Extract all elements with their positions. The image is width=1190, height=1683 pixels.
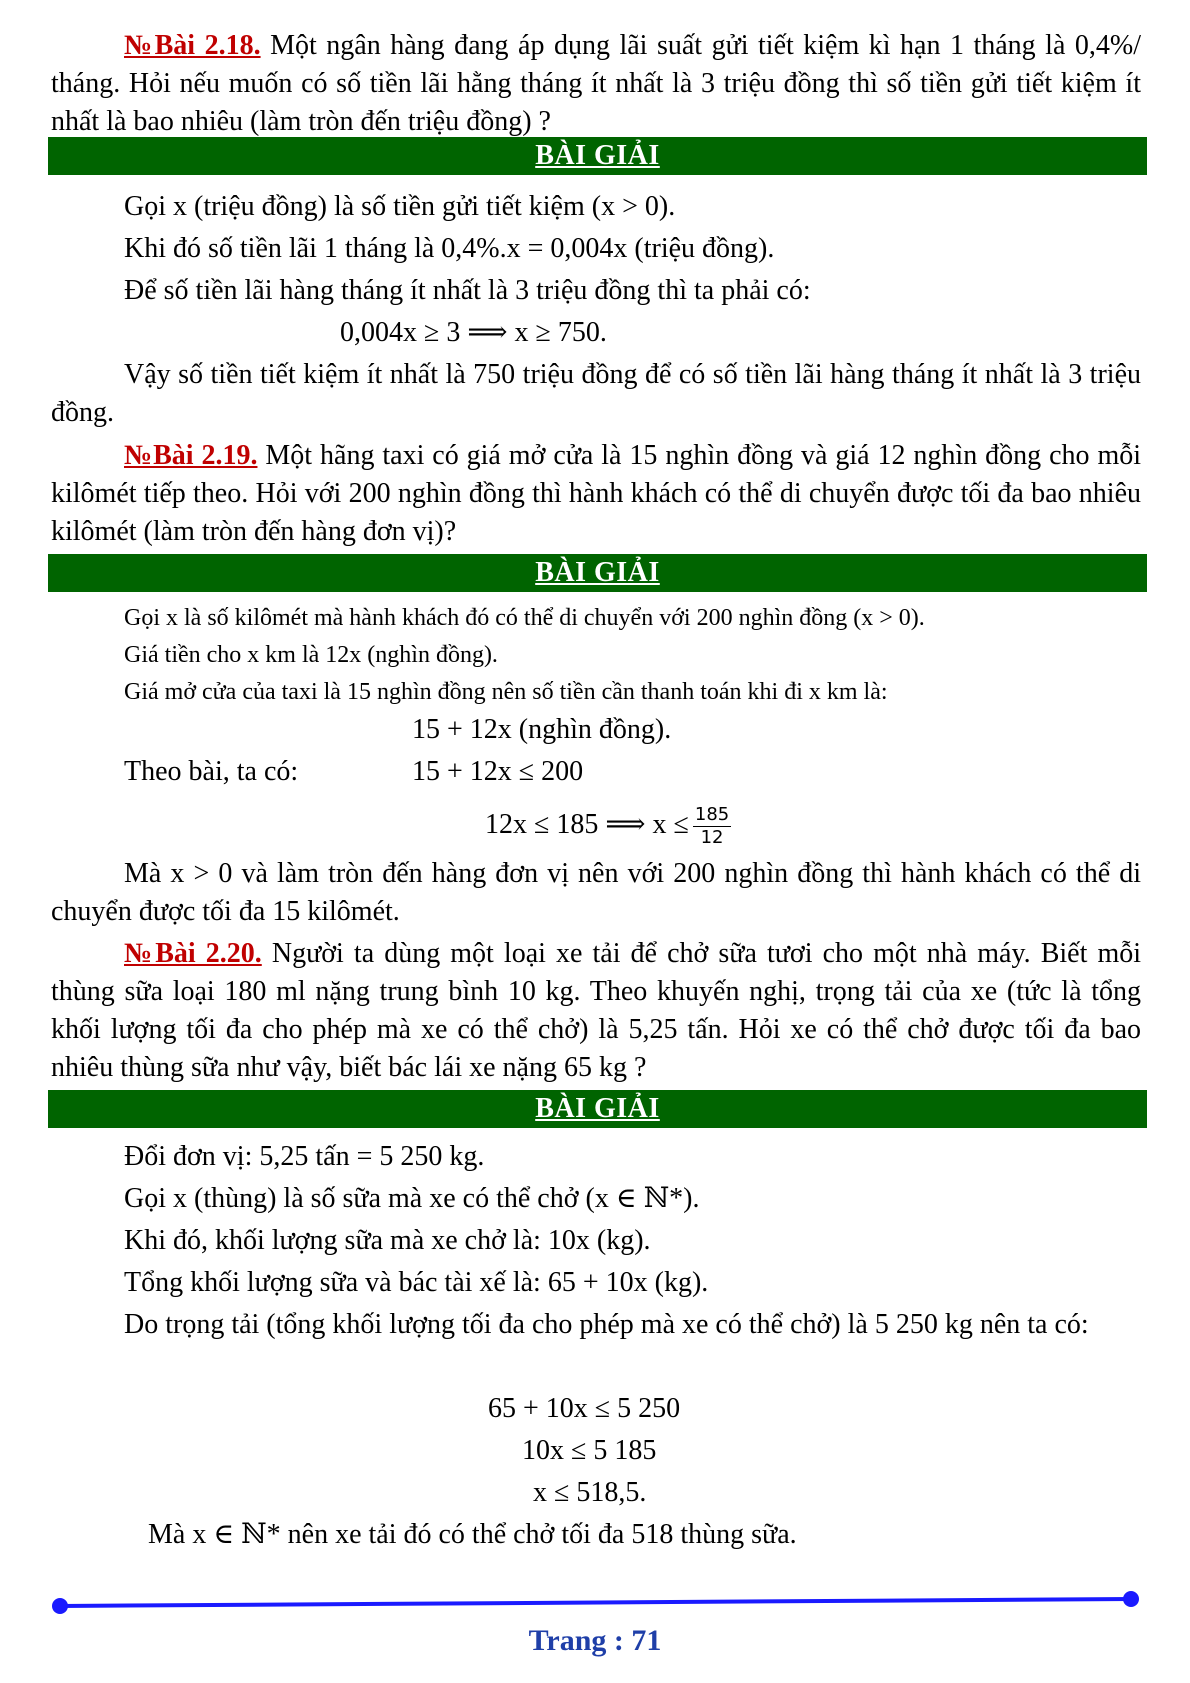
solution-line: Khi đó số tiền lãi 1 tháng là 0,4%.x = 0,004x (triệu đồng). [124, 233, 775, 264]
solution-line: Gọi x (thùng) là số sữa mà xe có thể chở (x ∈ ℕ*). [124, 1183, 700, 1214]
solution-title: BÀI GIẢI [535, 1093, 660, 1124]
solution-conclusion: Mà x ∈ ℕ* nên xe tải đó có thể chở tối đa 518 thùng sữa. [148, 1519, 797, 1550]
solution-line: Khi đó, khối lượng sữa mà xe chở là: 10x (kg). [124, 1225, 651, 1256]
inequality-text: 12x ≤ 185 ⟹ x ≤ [485, 808, 689, 840]
solution-line: Để số tiền lãi hàng tháng ít nhất là 3 triệu đồng thì ta phải có: [124, 275, 811, 306]
problem-text-2-19: Một hãng taxi có giá mở cửa là 15 nghìn đồng và giá 12 nghìn đồng cho mỗi kilômét tiếp theo. Hỏi với 200 nghìn đồng thì hành khách có thể di chuyển được tối đa bao nhiêu kilômét (làm tròn đến hàng đơn vị)? [51, 440, 1142, 547]
solution-conclusion: Vậy số tiền tiết kiệm ít nhất là 750 triệu đồng để có số tiền lãi hàng tháng ít nhất là 3 triệu đồng. [51, 359, 1141, 428]
solution-line: Theo bài, ta có: [124, 756, 299, 787]
math-expression: 65 + 10x ≤ 5 250 [488, 1393, 681, 1424]
problem-label-2-19: №Bài 2.19. [124, 440, 258, 471]
footer-rule [60, 1599, 1131, 1606]
math-expression: 15 + 12x ≤ 200 [412, 756, 584, 787]
math-expression: 10x ≤ 5 185 [522, 1435, 657, 1466]
math-expression: x ≤ 518,5. [533, 1477, 647, 1508]
footer-dot-right [1123, 1591, 1139, 1607]
fraction-numerator: 185 [694, 804, 730, 825]
solution-title: BÀI GIẢI [535, 557, 660, 588]
solution-conclusion: Mà x > 0 và làm tròn đến hàng đơn vị nên với 200 nghìn đồng thì hành khách có thể di chuyển được tối đa 15 kilômét. [51, 858, 1141, 927]
solution-line: Do trọng tải (tổng khối lượng tối đa cho phép mà xe có thể chở) là 5 250 kg nên ta có: [124, 1309, 1089, 1340]
problem-text-2-18: Một ngân hàng đang áp dụng lãi suất gửi tiết kiệm kì hạn 1 tháng là 0,4%/ tháng. Hỏi nếu muốn có số tiền lãi hằng tháng ít nhất là 3 triệu đồng thì số tiền gửi tiết kiệm ít nhất là bao nhiêu (làm tròn đến triệu đồng) ? [51, 30, 1141, 137]
fraction-denominator: 12 [700, 827, 724, 848]
solution-title: BÀI GIẢI [535, 140, 660, 171]
math-expression: 0,004x ≥ 3 ⟹ x ≥ 750. [340, 317, 607, 348]
page-number: Trang : 71 [528, 1624, 662, 1657]
solution-line: Giá mở cửa của taxi là 15 nghìn đồng nên số tiền cần thanh toán khi đi x km là: [124, 679, 888, 705]
solution-line: Đổi đơn vị: 5,25 tấn = 5 250 kg. [124, 1141, 485, 1172]
solution-line: Giá tiền cho x km là 12x (nghìn đồng). [124, 642, 498, 668]
math-expression: 15 + 12x (nghìn đồng). [412, 714, 672, 745]
solution-line: Tổng khối lượng sữa và bác tài xế là: 65 + 10x (kg). [124, 1267, 709, 1298]
problem-label-2-18: №Bài 2.18. [124, 30, 261, 61]
problem-text-2-20: Người ta dùng một loại xe tải để chở sữa tươi cho một nhà máy. Biết mỗi thùng sữa loại 180 ml nặng trung bình 10 kg. Theo khuyến nghị, trọng tải của xe (tức là tổng khối lượng tối đa cho phép mà xe có thể chở) là 5,25 tấn. Hỏi xe có thể chở được tối đa bao nhiêu thùng sữa như vậy, biết bác lái xe nặng 65 kg ? [51, 938, 1142, 1083]
footer-dot-left [52, 1598, 68, 1614]
solution-line: Gọi x là số kilômét mà hành khách đó có thể di chuyển với 200 nghìn đồng (x > 0). [124, 605, 925, 631]
solution-line: Gọi x (triệu đồng) là số tiền gửi tiết kiệm (x > 0). [124, 191, 676, 222]
problem-label-2-20: №Bài 2.20. [124, 938, 262, 969]
